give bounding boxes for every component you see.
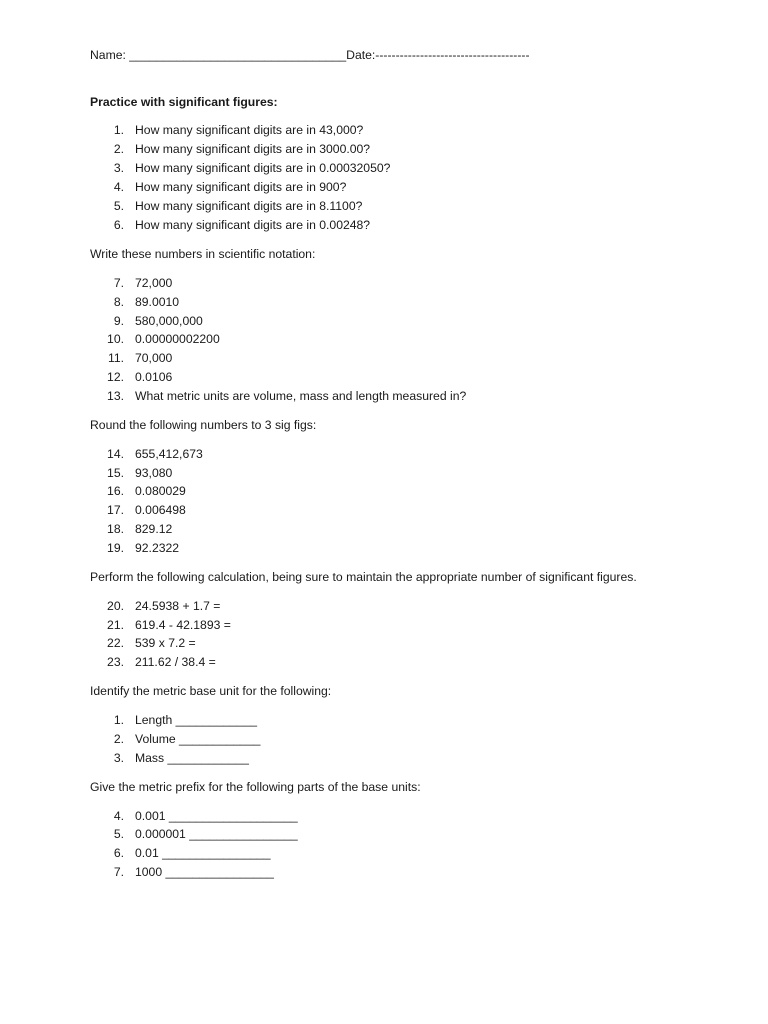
item-number: 7. [113, 865, 124, 879]
item-number: 5. [113, 827, 124, 841]
item-text: 829.12 [135, 522, 173, 536]
list-item [90, 446, 203, 462]
item-number: 15. [107, 466, 124, 480]
section-title-scientific: Write these numbers in scientific notation: [90, 247, 316, 261]
list-item [90, 521, 172, 537]
list-item [90, 483, 186, 499]
item-text: 92.2322 [135, 541, 180, 555]
item-number: 4. [113, 180, 124, 194]
list-item [90, 808, 298, 824]
item-text: Volume ____________ [135, 732, 261, 746]
list-item [90, 313, 203, 329]
section-title-calculation: Perform the following calculation, being sure to maintain the appropriate number of significant figures. [90, 570, 637, 584]
item-text: How many significant digits are in 900? [135, 180, 347, 194]
item-text: 89.0010 [135, 295, 180, 309]
list-item [90, 294, 179, 310]
item-number: 2. [113, 732, 124, 746]
name-date-line: Name: ________________________________Date:-------------------------------------- [90, 48, 530, 62]
item-text: 211.62 / 38.4 = [135, 655, 216, 669]
item-number: 13. [107, 389, 124, 403]
list-item [90, 275, 172, 291]
list-item [90, 198, 362, 214]
item-text: Mass ____________ [135, 751, 249, 765]
item-number: 20. [107, 599, 124, 613]
item-text: 0.001 ___________________ [135, 809, 298, 823]
item-text: 93,080 [135, 466, 173, 480]
list-item [90, 388, 466, 404]
item-number: 19. [107, 541, 124, 555]
item-number: 21. [107, 618, 124, 632]
item-number: 17. [107, 503, 124, 517]
item-text: 72,000 [135, 276, 173, 290]
item-text: How many significant digits are in 43,000? [135, 123, 364, 137]
item-text: 70,000 [135, 351, 173, 365]
item-text: 1000 ________________ [135, 865, 274, 879]
item-number: 9. [113, 314, 124, 328]
item-number: 18. [107, 522, 124, 536]
list-item [90, 369, 172, 385]
item-text: How many significant digits are in 8.1100? [135, 199, 363, 213]
item-text: 24.5938 + 1.7 = [135, 599, 221, 613]
list-item [90, 845, 271, 861]
list-item [90, 465, 172, 481]
item-number: 14. [107, 447, 124, 461]
item-text: 0.080029 [135, 484, 186, 498]
item-number: 7. [113, 276, 124, 290]
item-text: Length ____________ [135, 713, 257, 727]
list-item [90, 712, 257, 728]
item-number: 22. [107, 636, 124, 650]
section-title-prefixes: Give the metric prefix for the following parts of the base units: [90, 780, 421, 794]
item-text: 0.0106 [135, 370, 173, 384]
list-item [90, 826, 298, 842]
section-title-base-units: Identify the metric base unit for the following: [90, 684, 332, 698]
item-text: 0.000001 ________________ [135, 827, 298, 841]
list-item [90, 160, 390, 176]
section-title-rounding: Round the following numbers to 3 sig figs: [90, 418, 317, 432]
item-number: 11. [107, 351, 124, 365]
item-text: How many significant digits are in 0.00032050? [135, 161, 391, 175]
item-number: 3. [113, 751, 124, 765]
item-number: 3. [113, 161, 124, 175]
item-text: 619.4 - 42.1893 = [135, 618, 231, 632]
list-item [90, 750, 249, 766]
list-item [90, 141, 370, 157]
item-text: 0.006498 [135, 503, 186, 517]
item-text: 539 x 7.2 = [135, 636, 196, 650]
list-item [90, 179, 346, 195]
item-number: 2. [113, 142, 124, 156]
item-text: 580,000,000 [135, 314, 203, 328]
item-number: 12. [107, 370, 124, 384]
list-item [90, 598, 220, 614]
item-number: 1. [113, 713, 124, 727]
item-number: 6. [113, 218, 124, 232]
list-item [90, 217, 370, 233]
list-item [90, 617, 231, 633]
list-item [90, 122, 363, 138]
list-item [90, 731, 260, 747]
list-item [90, 540, 179, 556]
item-number: 8. [113, 295, 124, 309]
section-title-sigfigs: Practice with significant figures: [90, 95, 278, 109]
list-item [90, 654, 216, 670]
item-text: 655,412,673 [135, 447, 203, 461]
item-text: How many significant digits are in 3000.00? [135, 142, 371, 156]
list-item [90, 331, 220, 347]
list-item [90, 502, 186, 518]
item-text: What metric units are volume, mass and length measured in? [135, 389, 467, 403]
list-item [90, 864, 274, 880]
item-number: 1. [113, 123, 124, 137]
item-number: 5. [113, 199, 124, 213]
item-number: 16. [107, 484, 124, 498]
list-item [90, 350, 172, 366]
item-number: 6. [113, 846, 124, 860]
item-text: 0.00000002200 [135, 332, 220, 346]
item-number: 4. [113, 809, 124, 823]
list-item [90, 635, 196, 651]
item-number: 23. [107, 655, 124, 669]
item-number: 10. [107, 332, 124, 346]
item-text: 0.01 ________________ [135, 846, 271, 860]
item-text: How many significant digits are in 0.00248? [135, 218, 371, 232]
